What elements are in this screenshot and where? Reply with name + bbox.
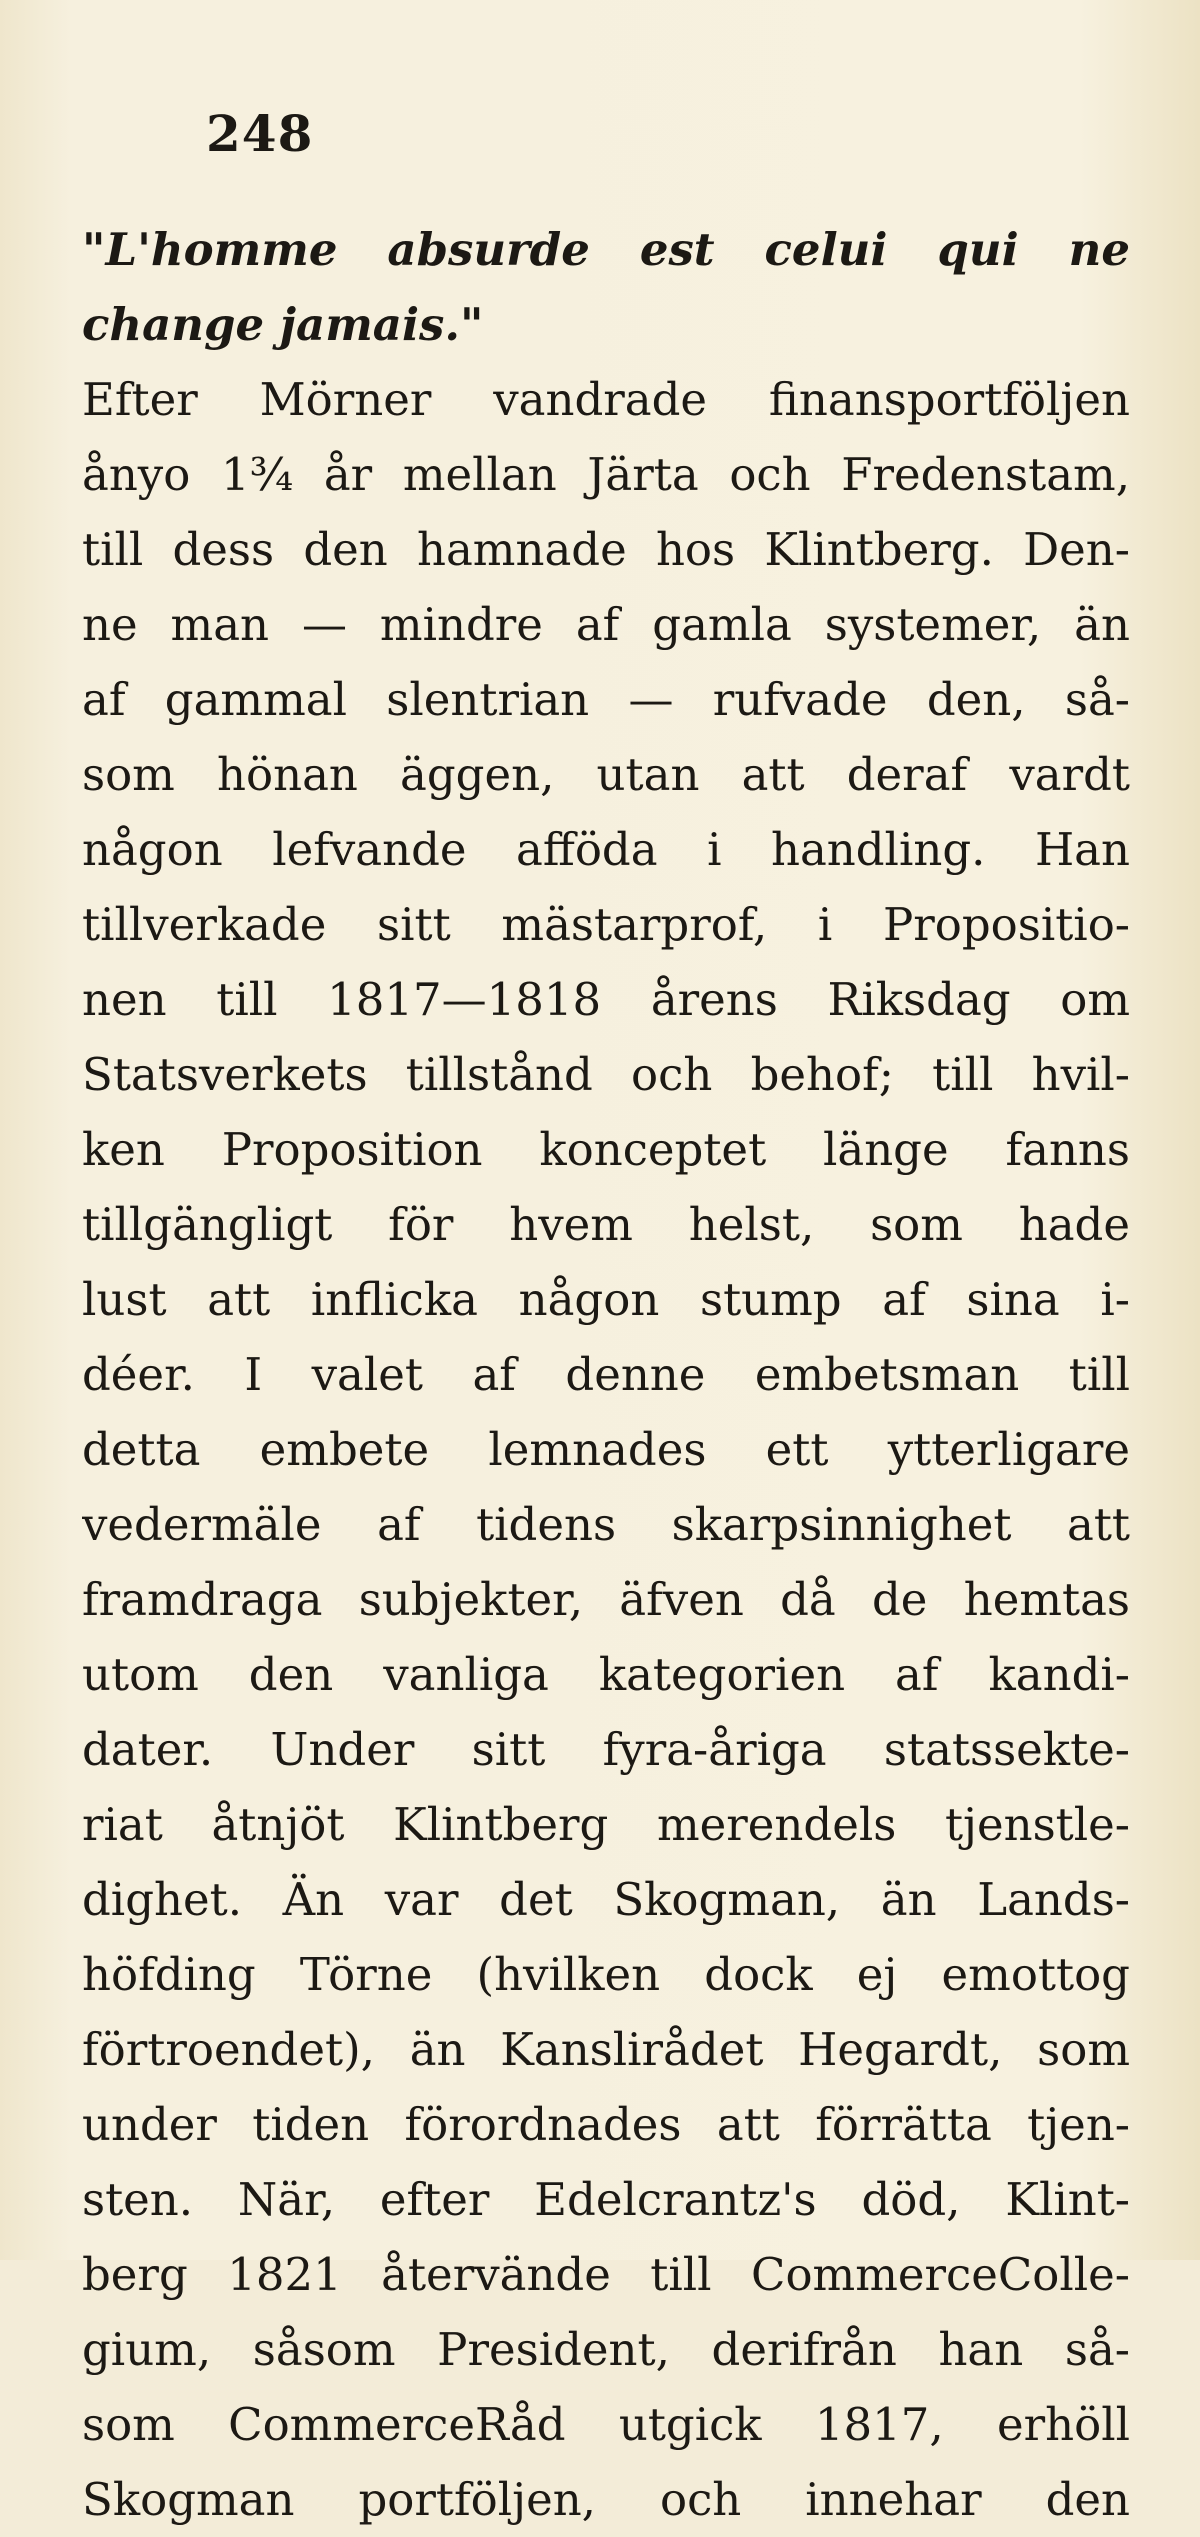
- text-line: tillgängligt för hvem helst, som hade: [82, 1198, 1130, 1251]
- text-line: dighet. Än var det Skogman, än Lands-: [82, 1873, 1130, 1926]
- text-line: riat åtnjöt Klintberg merendels tjenstle-: [82, 1798, 1130, 1851]
- text-line: Efter Mörner vandrade finansportföljen: [82, 373, 1130, 426]
- text-line-quote: "L'homme absurde est celui qui ne: [82, 223, 1130, 276]
- text-line: någon lefvande afföda i handling. Han: [82, 823, 1130, 876]
- text-line: som hönan äggen, utan att deraf vardt: [82, 748, 1130, 801]
- text-line: Skogman portföljen, och innehar den: [82, 2473, 1130, 2526]
- text-line: tillverkade sitt mästarprof, i Propositio-: [82, 898, 1130, 951]
- text-line-quote: change jamais.": [82, 298, 484, 351]
- text-line: under tiden förordnades att förrätta tjen-: [82, 2098, 1130, 2151]
- text-line: berg 1821 återvände till CommerceColle-: [82, 2248, 1130, 2301]
- text-line: framdraga subjekter, äfven då de hemtas: [82, 1573, 1130, 1626]
- text-line: af gammal slentrian — rufvade den, så-: [82, 673, 1130, 726]
- body-text: [82, 212, 1130, 2537]
- text-line: nen till 1817—1818 årens Riksdag om: [82, 973, 1130, 1026]
- text-line: ånyo 1¾ år mellan Järta och Fredenstam,: [82, 448, 1130, 501]
- text-line: déer. I valet af denne embetsman till: [82, 1348, 1130, 1401]
- text-line: gium, såsom President, derifrån han så-: [82, 2323, 1130, 2376]
- text-line: vedermäle af tidens skarpsinnighet att: [82, 1498, 1130, 1551]
- text-line: ne man — mindre af gamla systemer, än: [82, 598, 1130, 651]
- text-line: till dess den hamnade hos Klintberg. Den-: [82, 523, 1130, 576]
- page-number: 248: [206, 104, 314, 163]
- text-line: sten. När, efter Edelcrantz's död, Klint-: [82, 2173, 1130, 2226]
- text-line: som CommerceRåd utgick 1817, erhöll: [82, 2398, 1130, 2451]
- text-line: förtroendet), än Kanslirådet Hegardt, som: [82, 2023, 1130, 2076]
- text-line: detta embete lemnades ett ytterligare: [82, 1423, 1130, 1476]
- text-line: höfding Törne (hvilken dock ej emottog: [82, 1948, 1130, 2001]
- text-line: lust att inflicka någon stump af sina i-: [82, 1273, 1130, 1326]
- text-line: dater. Under sitt fyra-åriga statssekte-: [82, 1723, 1130, 1776]
- text-line: ken Proposition konceptet länge fanns: [82, 1123, 1130, 1176]
- text-line: Statsverkets tillstånd och behof; till hvil-: [82, 1048, 1130, 1101]
- text-line: utom den vanliga kategorien af kandi-: [82, 1648, 1130, 1701]
